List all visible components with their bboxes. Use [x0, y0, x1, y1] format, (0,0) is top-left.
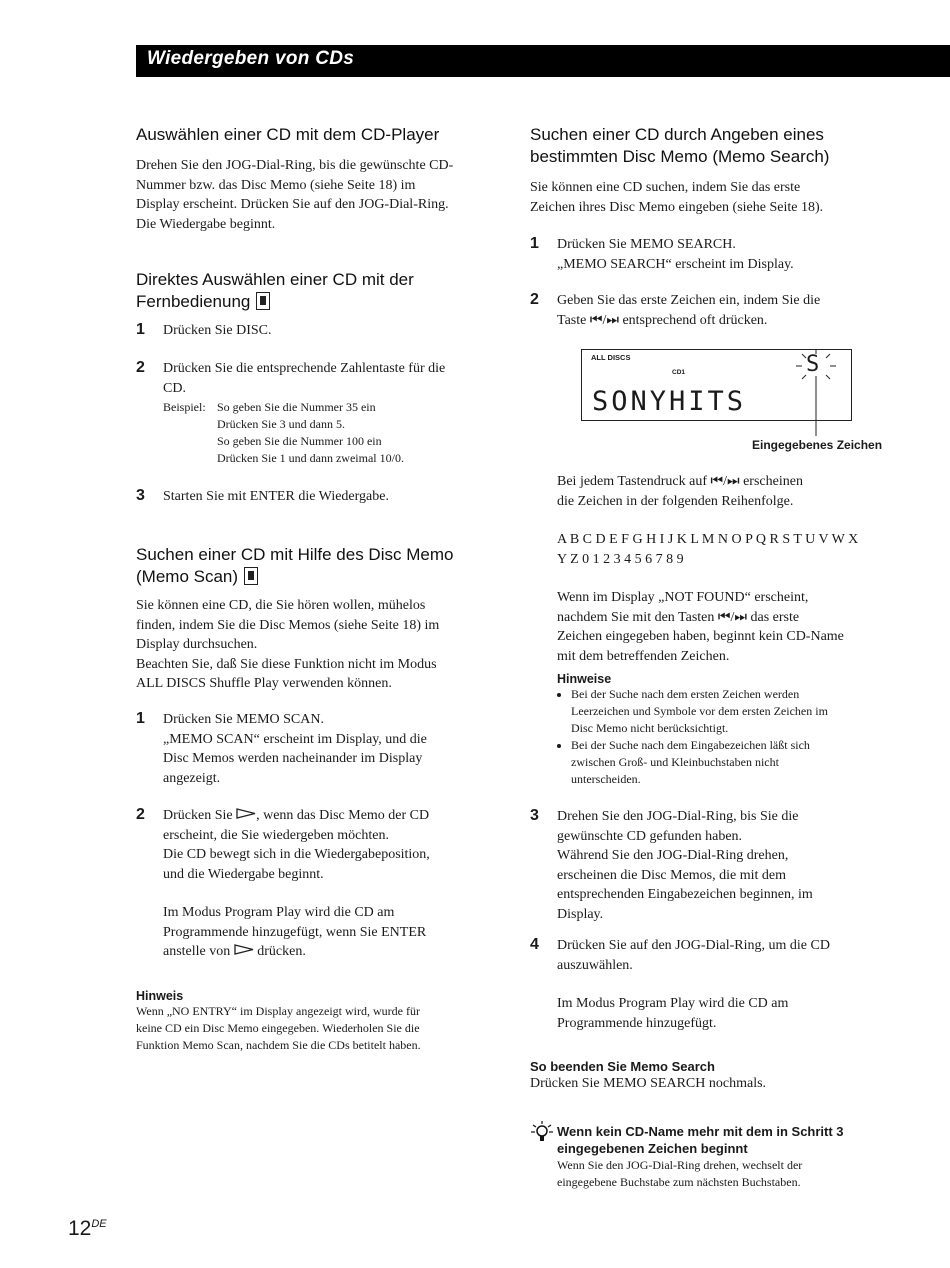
- step-number: 1: [530, 235, 539, 252]
- step-text: auszuwählen.: [557, 957, 633, 973]
- heading-memo-scan-2: [136, 566, 258, 588]
- body-line: Display durchsuchen.: [136, 637, 258, 652]
- step-text: [557, 311, 820, 331]
- step-text: erscheint, die Sie wiedergeben möchten.: [163, 827, 389, 843]
- skip-buttons-icon: ⏮/⏭: [710, 474, 740, 489]
- example-label: Beispiel:: [163, 400, 206, 414]
- page-number-value: 12: [68, 1217, 92, 1240]
- heading-direct-select-2: [136, 291, 270, 313]
- step-number: 3: [136, 487, 145, 504]
- heading-text: (Memo Scan): [136, 567, 239, 586]
- skip-buttons-icon: ⏮/⏭: [589, 312, 619, 328]
- step-number: 2: [136, 359, 145, 376]
- hint-line: Wenn „NO ENTRY“ im Display angezeigt wird, wurde für: [136, 1004, 420, 1018]
- body-line: Beachten Sie, daß Sie diese Funktion nicht im Modus: [136, 656, 437, 672]
- hint-item: [571, 686, 897, 737]
- body-line: Sie können eine CD suchen, indem Sie das erste: [530, 180, 801, 195]
- hint-box: [136, 989, 496, 1054]
- step-text: und die Wiedergabe beginnt.: [163, 866, 324, 882]
- body-line: Display erscheint. Drücken Sie auf den JOG-Dial-Ring.: [136, 197, 449, 212]
- step-text: „MEMO SEARCH“ erscheint im Display.: [557, 256, 794, 272]
- body-line: finden, indem Sie die Disc Memos (siehe Seite 18) im: [136, 617, 440, 633]
- step-text: Drücken Sie MEMO SEARCH.: [557, 237, 736, 252]
- tip-lightbulb-icon: [531, 1121, 553, 1145]
- text-part: das erste: [750, 609, 800, 625]
- text-part: erscheinen: [743, 474, 803, 489]
- hint-line: Bei der Suche nach dem Eingabezeichen läßt sich: [571, 738, 810, 752]
- step-number: 4: [530, 936, 539, 953]
- body-line: Sie können eine CD, die Sie hören wollen, mühelos: [136, 598, 426, 613]
- play-icon: [236, 808, 256, 819]
- step-text: Drehen Sie den JOG-Dial-Ring, bis Sie die: [557, 809, 799, 824]
- memo-scan-intro: [136, 596, 496, 694]
- tip-line: eingegebene Buchstabe zum nächsten Buchstaben.: [557, 1175, 801, 1189]
- tip-title: eingegebenen Zeichen beginnt: [557, 1141, 748, 1156]
- hint-item: [571, 737, 897, 788]
- body-line: Wenn im Display „NOT FOUND“ erscheint,: [557, 590, 809, 605]
- display-cd-label: CD1: [672, 369, 686, 376]
- text-part: drücken.: [253, 944, 306, 959]
- body-line: Zeichen ihres Disc Memo eingeben (siehe Seite 18).: [530, 199, 824, 215]
- display-blinking-char: S: [806, 352, 820, 377]
- memo-search-step-4: [557, 936, 830, 1033]
- heading-text: Fernbedienung: [136, 292, 251, 311]
- text-part: entsprechend oft drücken.: [622, 312, 768, 328]
- text-part: anstelle von: [163, 944, 231, 959]
- step-text: Display.: [557, 906, 604, 922]
- hint-line: Funktion Memo Scan, nachdem Sie die CDs betitelt haben.: [136, 1038, 421, 1052]
- step-text: „MEMO SCAN“ erscheint im Display, und die: [163, 731, 427, 747]
- text-part: Taste: [557, 312, 587, 328]
- step-2-block: [163, 359, 503, 467]
- step-note: [163, 942, 503, 962]
- hint-line: unterscheiden.: [571, 772, 641, 786]
- hint-line: keine CD ein Disc Memo eingegeben. Wiederholen Sie die: [136, 1021, 420, 1035]
- skip-buttons-icon: ⏮/⏭: [717, 609, 747, 625]
- step-text: Während Sie den JOG-Dial-Ring drehen,: [557, 848, 789, 863]
- tip-line: Wenn Sie den JOG-Dial-Ring drehen, wechselt der: [557, 1158, 803, 1172]
- step-note: Programmende hinzugefügt.: [557, 1015, 717, 1031]
- heading-memo-search: Suchen einer CD durch Angeben eines: [530, 125, 824, 144]
- step-note: Im Modus Program Play wird die CD am: [557, 996, 789, 1011]
- section-title: Wiedergeben von CDs: [147, 48, 355, 69]
- step-number: 3: [530, 807, 539, 824]
- body-line: ALL DISCS Shuffle Play verwenden können.: [136, 676, 392, 691]
- text-part: , wenn das Disc Memo der CD: [256, 808, 430, 823]
- memo-search-step-2: [557, 291, 820, 330]
- step-number: 1: [136, 321, 145, 338]
- memo-search-step-3: [557, 807, 813, 924]
- text-part: Drücken Sie: [163, 808, 233, 823]
- step-text: Disc Memos werden nacheinander im Display: [163, 751, 423, 766]
- step-text: Geben Sie das erste Zeichen ein, indem Sie die: [557, 293, 821, 308]
- step-text: [163, 806, 503, 826]
- display-all-discs-label: ALL DISCS: [591, 353, 631, 362]
- right-column-lower: [557, 472, 897, 788]
- remote-control-icon: [256, 292, 270, 310]
- example-line: So geben Sie die Nummer 35 ein: [217, 400, 376, 414]
- page-language-suffix: DE: [91, 1218, 107, 1230]
- alphabet-line: A B C D E F G H I J K L M N O P Q R S T U V W X: [557, 532, 859, 547]
- step-text: entsprechenden Eingabezeichen beginnen, im: [557, 887, 813, 902]
- step-number: 2: [136, 806, 145, 823]
- text-part: nachdem Sie mit den Tasten: [557, 609, 715, 625]
- step-note: Im Modus Program Play wird die CD am: [163, 905, 395, 920]
- step-text: Drücken Sie auf den JOG-Dial-Ring, um die CD: [557, 938, 830, 953]
- step-text: Drücken Sie die entsprechende Zahlentaste für die: [163, 361, 446, 376]
- heading-memo-search-2: bestimmten Disc Memo (Memo Search): [530, 147, 830, 166]
- callout-line: [810, 376, 824, 438]
- end-memo-search: [530, 1059, 766, 1094]
- example-line: Drücken Sie 3 und dann 5.: [217, 417, 345, 431]
- step-text: Die CD bewegt sich in die Wiedergabeposition,: [163, 847, 430, 862]
- body-line: Zeichen eingegeben haben, beginnt kein CD-Name: [557, 629, 844, 644]
- end-title: So beenden Sie Memo Search: [530, 1059, 715, 1074]
- page-number: [68, 1217, 107, 1241]
- body-line: [557, 472, 897, 492]
- remote-control-icon: [244, 567, 258, 585]
- body-line: [557, 608, 897, 628]
- step-text: Drücken Sie MEMO SCAN.: [163, 712, 324, 727]
- step-text: erscheinen die Disc Memos, die mit dem: [557, 867, 786, 883]
- step-text: Drücken Sie DISC.: [163, 323, 272, 338]
- step-text: angezeigt.: [163, 770, 221, 786]
- step-number: 1: [136, 710, 145, 727]
- step-number: 2: [530, 291, 539, 308]
- step-text: gewünschte CD gefunden haben.: [557, 828, 743, 844]
- step-text: Starten Sie mit ENTER die Wiedergabe.: [163, 489, 389, 504]
- body-line: mit dem betreffenden Zeichen.: [557, 648, 730, 664]
- heading-direct-select: Direktes Auswählen einer CD mit der: [136, 270, 414, 289]
- text-part: Bei jedem Tastendruck auf: [557, 474, 707, 489]
- memo-search-intro: [530, 178, 890, 217]
- step-note: Programmende hinzugefügt, wenn Sie ENTER: [163, 924, 427, 940]
- heading-select-cd-player: Auswählen einer CD mit dem CD-Player: [136, 125, 440, 144]
- hints-title: Hinweise: [557, 672, 612, 686]
- body-line: Nummer bzw. das Disc Memo (siehe Seite 18) im: [136, 177, 416, 193]
- body-line: die Zeichen in der folgenden Reihenfolge.: [557, 493, 794, 509]
- example-line: Drücken Sie 1 und dann zweimal 10/0.: [217, 451, 404, 465]
- memo-scan-step-2: [163, 806, 503, 962]
- body-line: Drehen Sie den JOG-Dial-Ring, bis die gewünschte CD-: [136, 158, 454, 173]
- section-banner: [136, 45, 950, 77]
- hint-title: Hinweis: [136, 989, 184, 1003]
- end-body: Drücken Sie MEMO SEARCH nochmals.: [530, 1076, 767, 1091]
- hint-line: Bei der Suche nach dem ersten Zeichen werden: [571, 687, 800, 701]
- select-cd-player-body: [136, 156, 453, 234]
- step-text: CD.: [163, 380, 186, 396]
- display-main-text: SONYHITS: [592, 386, 747, 417]
- memo-search-step-1: [557, 235, 794, 274]
- body-line: Die Wiedergabe beginnt.: [136, 216, 276, 232]
- callout-label: Eingegebenes Zeichen: [752, 438, 883, 452]
- hint-line: Disc Memo nicht berücksichtigt.: [571, 721, 729, 735]
- tip-box: [557, 1123, 887, 1191]
- hint-line: zwischen Groß- und Kleinbuchstaben nicht: [571, 755, 779, 769]
- hint-line: Leerzeichen und Symbole vor dem ersten Zeichen im: [571, 704, 828, 718]
- memo-scan-step-1: [163, 710, 503, 788]
- alphabet-line: Y Z 0 1 2 3 4 5 6 7 8 9: [557, 551, 684, 567]
- hints-list: [557, 686, 897, 788]
- heading-memo-scan: Suchen einer CD mit Hilfe des Disc Memo: [136, 545, 454, 564]
- tip-title: Wenn kein CD-Name mehr mit dem in Schritt 3: [557, 1124, 844, 1139]
- play-icon: [234, 944, 254, 955]
- example-line: So geben Sie die Nummer 100 ein: [217, 434, 382, 448]
- example-block: [163, 399, 503, 467]
